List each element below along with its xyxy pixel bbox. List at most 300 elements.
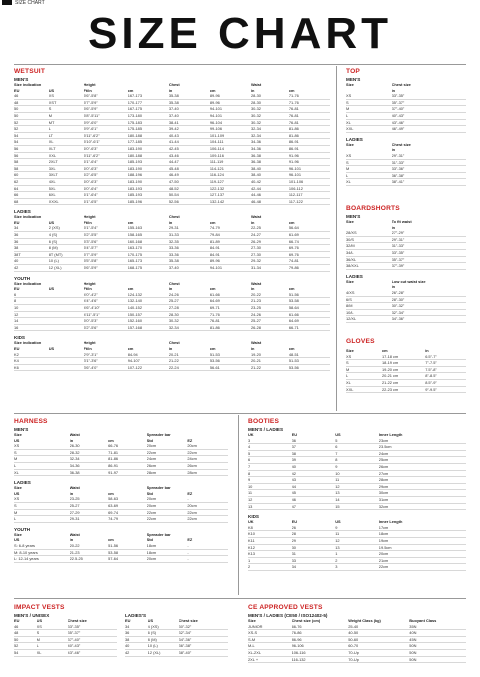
table-cell: 6'1"-6'5" (84, 198, 128, 205)
table-cell: JUNIOR (248, 624, 292, 630)
table-row (14, 245, 330, 252)
table-cell: 38 (14, 245, 49, 252)
table-cell: 173-180 (128, 112, 169, 119)
table-cell: 57-64 (108, 556, 147, 563)
table-row (14, 449, 228, 456)
table-cell: 34 (14, 225, 49, 231)
size-table (14, 432, 228, 476)
table-cell: 26-30 (70, 443, 109, 449)
table-cell: 3'6"-4'0" (84, 364, 128, 371)
table-cell: 170-175 (128, 251, 169, 258)
table-cell: cm (209, 219, 216, 225)
table-cell: 86-91 (289, 139, 330, 146)
table-cell: 22cm (187, 516, 228, 523)
table-cell: - (187, 549, 228, 556)
table-row (248, 544, 466, 551)
table-row (14, 364, 330, 371)
table-cell: 51-56 (108, 543, 147, 549)
table-cell: 23cm (379, 438, 466, 444)
table-cell: 96-104 (210, 119, 251, 126)
table-cell: L (346, 112, 392, 119)
table-cell: 12 (14, 311, 49, 318)
table-cell: 8T (MT) (49, 251, 84, 258)
table-cell: 96-106 (292, 643, 349, 650)
table-cell: 30"-32" (392, 303, 466, 310)
table-row (14, 251, 330, 258)
table-row (14, 152, 330, 159)
table-cell: K10 (248, 531, 292, 538)
table-cell: 34 (125, 624, 148, 630)
table-row (248, 649, 466, 656)
table-cell: 21-22 (169, 358, 210, 365)
table-cell: 38-40 (251, 165, 289, 172)
table-cell: 185-193 (128, 192, 169, 199)
table-cell: 58 (14, 165, 49, 172)
page-title: SIZE CHART (88, 9, 392, 58)
table-cell: 10 (L) (148, 643, 179, 650)
table-row (248, 551, 466, 558)
group-title: MEN'S / LADIES (CE50 / ISO12402-5) (248, 613, 328, 618)
table-cell: 6'2"-6'5" (84, 172, 128, 179)
table-cell: cm (127, 87, 134, 93)
table-cell: 46 (14, 624, 37, 630)
table-cell: UK (248, 519, 254, 525)
table-row (14, 630, 117, 637)
table-cell: 5'2"-5'5" (84, 232, 128, 239)
table-cell: 4'4"-4'6" (84, 298, 128, 305)
table-cell: 64-69 (210, 298, 251, 305)
table-cell: 10 (L) (49, 258, 84, 265)
table-cell: 42-44 (251, 185, 289, 192)
table-cell: EU (14, 618, 20, 623)
table-row (346, 179, 466, 186)
divider-middle (14, 413, 466, 414)
table-cell: 35-38 (169, 258, 210, 265)
table-cell: S (37, 630, 68, 637)
table-cell: Size indication (14, 280, 42, 286)
table-cell: 19-20 cm (382, 366, 425, 373)
table-row (125, 649, 228, 656)
table-cell: 64-69 (289, 318, 330, 325)
table-cell: 2XLT (49, 159, 84, 166)
size-table (14, 532, 228, 563)
table-cell: XS (14, 443, 70, 449)
table-cell: 8"-8.5" (425, 373, 466, 380)
table-cell: 160-168 (128, 238, 169, 245)
table-cell: 32"-34" (179, 630, 228, 637)
table-cell: L (49, 126, 84, 133)
table-row (14, 132, 330, 139)
table-cell: Size (248, 618, 256, 623)
table-cell: in (168, 219, 173, 225)
table-cell: 36-38 (70, 469, 109, 476)
table-cell: K8 (248, 525, 292, 531)
table-cell: in (391, 284, 396, 290)
table-row (14, 99, 330, 106)
table-cell: 89-96 (210, 93, 251, 99)
table-cell: 70-Up (348, 656, 409, 663)
table-cell: 168-175 (128, 265, 169, 272)
table-cell: 28-32 (70, 449, 109, 456)
table-cell: 18cm (379, 531, 466, 538)
table-cell: S (14, 449, 70, 456)
impact-tables (14, 611, 228, 657)
table-cell: 9"-9.5" (425, 386, 466, 393)
table-cell: 18cm (147, 549, 188, 556)
table-cell: 84-94 (128, 352, 169, 358)
table-cell: 180-188 (128, 132, 169, 139)
table-cell: 71-81 (108, 449, 147, 456)
table-cell: 3'1"-3'6" (84, 358, 128, 365)
table-cell: 76-86 (292, 630, 349, 637)
table-cell: 54 (14, 132, 49, 139)
table-cell: 30cm (379, 490, 466, 497)
table-cell: 35"-37" (392, 99, 466, 106)
table-cell: 37"-40" (392, 106, 466, 113)
table-cell: Waist (250, 280, 262, 286)
table-cell: 94-101 (210, 265, 251, 272)
table-cell: 5 (248, 450, 292, 457)
table-row (346, 256, 466, 263)
table-cell: 40 (292, 463, 336, 470)
table-cell: 25-27 (169, 298, 210, 305)
table-row (346, 316, 466, 323)
table-cell: 40-42 (251, 178, 289, 185)
table-cell: US (147, 618, 154, 623)
table-row (346, 243, 466, 250)
table-cell: 42-45 (169, 145, 210, 152)
table-cell: 52 (14, 126, 49, 133)
table-row (14, 643, 117, 650)
table-cell: 84-91 (210, 245, 251, 252)
group-title: YOUTH (14, 275, 31, 281)
size-table (346, 219, 466, 270)
table-row (14, 172, 330, 179)
table-cell: 22cm (147, 509, 188, 516)
table-cell: 31-34 (251, 265, 289, 272)
size-table (248, 618, 466, 663)
table-row (346, 119, 466, 126)
table-cell: 60-70 (348, 643, 409, 650)
table-cell: 86-91 (289, 145, 330, 152)
table-cell: 2 (335, 557, 379, 564)
table-cell: 22cm (187, 449, 228, 456)
table-cell: 6 (335, 444, 379, 451)
table-cell: 7 (335, 450, 379, 457)
table-cell: 8 (335, 457, 379, 464)
table-cell: Spreader bar (146, 432, 171, 437)
table-cell: 185-193 (128, 159, 169, 166)
table-cell: 28 (292, 531, 336, 538)
wetsuit-section (14, 68, 330, 371)
group-title: LADIES (14, 480, 31, 486)
table-cell: 5'6"-5'9" (84, 106, 128, 113)
group-title: MEN'S / LADIES (248, 427, 284, 432)
table-cell: Chest size (391, 141, 411, 147)
table-cell: 29cm (379, 483, 466, 490)
table-cell: 21-23 (251, 298, 289, 305)
harness-section (14, 418, 228, 563)
table-cell: 20-21 cm (382, 373, 425, 380)
table-cell: XL (14, 469, 70, 476)
table-cell: 30-32 (169, 318, 210, 325)
table-cell: in (69, 537, 74, 543)
table-cell: 5 (335, 438, 379, 444)
table-cell: Ft/in (83, 286, 92, 292)
table-cell: US (335, 432, 341, 437)
table-cell: 40 (14, 258, 49, 265)
table-cell: 96-101 (289, 172, 330, 179)
table-cell: 20cm (147, 443, 188, 449)
table-row (14, 232, 330, 239)
table-cell: XS (49, 93, 84, 99)
table-cell: XXL (346, 126, 392, 133)
table-cell: 48 (14, 99, 49, 106)
table-cell: 114-121 (210, 165, 251, 172)
table-cell: 10 (248, 483, 292, 490)
table-cell: 66-71 (289, 324, 330, 331)
table-cell: 5'0"-5'3" (84, 318, 128, 325)
table-row (14, 119, 330, 126)
table-cell: 32-35 (169, 238, 210, 245)
table-cell: 16 (14, 324, 49, 331)
table-cell: Size indication (14, 214, 42, 220)
table-cell: 29"-31" (392, 153, 466, 159)
table-cell: L (37, 643, 68, 650)
section-title: WETSUIT (14, 68, 46, 75)
table-cell: 183-190 (128, 165, 169, 172)
table-cell: 24cm (147, 456, 188, 463)
table-cell: 20cm (379, 551, 466, 558)
table-cell: XL-2XL (248, 649, 292, 656)
table-cell: XXXL (49, 198, 84, 205)
table-row (14, 258, 330, 265)
table-cell: 107-122 (128, 364, 169, 371)
table-cell: 37-40 (169, 265, 210, 272)
table-cell: 188-196 (128, 172, 169, 179)
table-row (248, 477, 466, 484)
table-cell: 91-97 (108, 469, 147, 476)
table-cell: 38T (14, 251, 49, 258)
size-table (14, 618, 117, 657)
table-cell: 32-34 (251, 126, 289, 133)
table-cell: US (14, 490, 20, 496)
table-cell: L (346, 373, 382, 380)
table-row (14, 198, 330, 205)
table-cell: 27-30 (251, 251, 289, 258)
table-cell: 58-63 (108, 496, 147, 502)
table-cell: 30-32 (251, 119, 289, 126)
table-row (14, 145, 330, 152)
table-cell: 89-96 (210, 99, 251, 106)
table-cell: 66 (14, 192, 49, 199)
table-cell: 29-31 (70, 516, 109, 523)
table-cell: in (168, 87, 173, 93)
divider-harness (238, 415, 239, 595)
table-cell: 26-29 (251, 238, 289, 245)
table-cell: 5'11"-6'2" (84, 132, 128, 139)
section-title: BOARDSHORTS (346, 205, 400, 212)
table-cell: XS (346, 354, 382, 360)
table-cell: 12 (335, 537, 379, 544)
table-row (346, 303, 466, 310)
table-row (248, 470, 466, 477)
table-cell: Chest (168, 340, 180, 346)
table-cell: 17cm (379, 525, 466, 531)
table-cell: 33"-35" (392, 93, 466, 99)
table-row (248, 483, 466, 490)
table-cell: 3XL (49, 165, 84, 172)
table-cell: 46 (292, 496, 336, 503)
table-cell: 26cm (147, 462, 188, 469)
table-cell: 35"-37" (68, 630, 117, 637)
table-cell: 62 (14, 178, 49, 185)
table-cell: Size (14, 531, 22, 537)
divider-vertical (336, 66, 337, 411)
table-cell: 5'6"-5'9" (84, 265, 128, 272)
table-cell: 140-152 (128, 305, 169, 312)
table-cell: 31cm (379, 496, 466, 503)
table-row (248, 537, 466, 544)
table-cell: 50-54 (169, 192, 210, 199)
table-cell: 32"-34" (392, 309, 466, 316)
table-cell: 22cm (147, 449, 188, 456)
table-cell: 6 (S) (148, 630, 179, 637)
table-cell: 79-86 (289, 265, 330, 272)
table-cell: Inner Length (378, 519, 403, 525)
table-cell: 21-22 (251, 364, 289, 371)
table-cell: 69-71 (210, 305, 251, 312)
table-row (248, 457, 466, 464)
table-cell: 6.5"-7" (425, 354, 466, 360)
table-cell: 7 (248, 463, 292, 470)
table-cell: cm (209, 345, 216, 351)
table-cell: 8/M (346, 303, 392, 310)
table-cell: 31"-33" (392, 243, 466, 250)
table-cell: Size (346, 219, 354, 224)
table-cell: US (14, 437, 20, 443)
size-table (14, 82, 330, 205)
table-cell: 20-22 (251, 292, 289, 298)
boardshorts-section (346, 205, 466, 323)
table-cell: 4/XS (346, 290, 392, 296)
table-cell: 9 (335, 525, 379, 531)
table-row (346, 379, 466, 386)
table-cell: 43"-46" (68, 649, 117, 656)
table-cell: 56 (14, 152, 49, 159)
table-row (248, 557, 466, 564)
table-cell: 167-175 (128, 106, 169, 113)
table-cell: XXL (346, 386, 382, 393)
table-cell: 27-30 (251, 245, 289, 252)
table-cell: cm (108, 490, 114, 496)
table-row (14, 649, 117, 656)
table-cell: 36 (14, 232, 49, 239)
table-cell: 47-50 (169, 178, 210, 185)
table-cell: 25cm (379, 457, 466, 464)
table-row (346, 106, 466, 113)
table-cell: 32-34 (251, 132, 289, 139)
table-cell: 27"-29" (392, 230, 466, 236)
table-row (248, 496, 466, 503)
table-cell: 116-124 (210, 172, 251, 179)
table-row (346, 112, 466, 119)
table-cell: 3 (335, 564, 379, 571)
table-cell: 66-76 (108, 443, 147, 449)
table-cell: 69-74 (108, 509, 147, 516)
table-cell: 14 (335, 496, 379, 503)
table-row (248, 564, 466, 571)
table-cell: 183-190 (128, 178, 169, 185)
table-cell: 150-157 (128, 311, 169, 318)
table-cell: Inner Length (378, 432, 403, 437)
table-cell: US (48, 286, 55, 292)
table-row (14, 358, 330, 365)
table-cell: Std (146, 490, 153, 496)
table-cell: 34"-36" (392, 316, 466, 323)
table-cell: 45-48 (169, 165, 210, 172)
table-cell: XLT (49, 145, 84, 152)
section-title: TOP (346, 68, 361, 75)
table-row (248, 463, 466, 470)
table-cell: K4 (14, 358, 49, 365)
table-cell: 36-38 (251, 159, 289, 166)
table-cell: 74-79 (210, 225, 251, 231)
table-cell: K13 (248, 551, 292, 558)
table-cell: 6/S (346, 296, 392, 303)
table-cell: 30-32 (251, 106, 289, 113)
table-cell: 32-34 (169, 324, 210, 331)
table-cell: 30 (292, 544, 336, 551)
table-cell: 40"-43" (392, 112, 466, 119)
table-cell (49, 318, 84, 325)
table-cell: 40"-43" (68, 643, 117, 650)
table-cell: 23-25 (251, 305, 289, 312)
table-cell: 24cm (379, 450, 466, 457)
table-cell: Waist (69, 531, 80, 537)
table-cell: 22cm (379, 564, 466, 571)
table-cell: 33"-35" (68, 624, 117, 630)
table-cell: 38 (125, 636, 148, 643)
table-cell: 10/L (346, 309, 392, 316)
brand-logo (2, 0, 45, 6)
table-cell: 38-40 (251, 172, 289, 179)
group-title: MEN'S (14, 427, 29, 432)
table-cell: 4 (248, 444, 292, 451)
table-cell: 94-101 (210, 106, 251, 113)
table-cell: 23-25 (70, 496, 109, 502)
table-row (346, 309, 466, 316)
table-cell: 6'0"-6'3" (84, 165, 128, 172)
table-cell: Chest size (178, 618, 198, 623)
table-cell: 5'2"-5'6" (84, 324, 128, 331)
table-cell: 6'0"-6'3" (84, 178, 128, 185)
table-cell (49, 298, 84, 305)
table-row (248, 643, 466, 650)
table-cell: 3 (248, 438, 292, 444)
table-cell: 43-46 (169, 152, 210, 159)
table-cell: 5XL (49, 185, 84, 192)
table-cell: 40 (125, 643, 148, 650)
table-cell: Waist (69, 485, 80, 491)
table-row (346, 249, 466, 256)
table-cell: 119-127 (210, 178, 251, 185)
table-row (14, 509, 228, 516)
table-cell: 61-69 (289, 232, 330, 239)
table-cell: XL (49, 139, 84, 146)
table-cell: 45 (292, 490, 336, 497)
table-cell: 15 (335, 503, 379, 510)
